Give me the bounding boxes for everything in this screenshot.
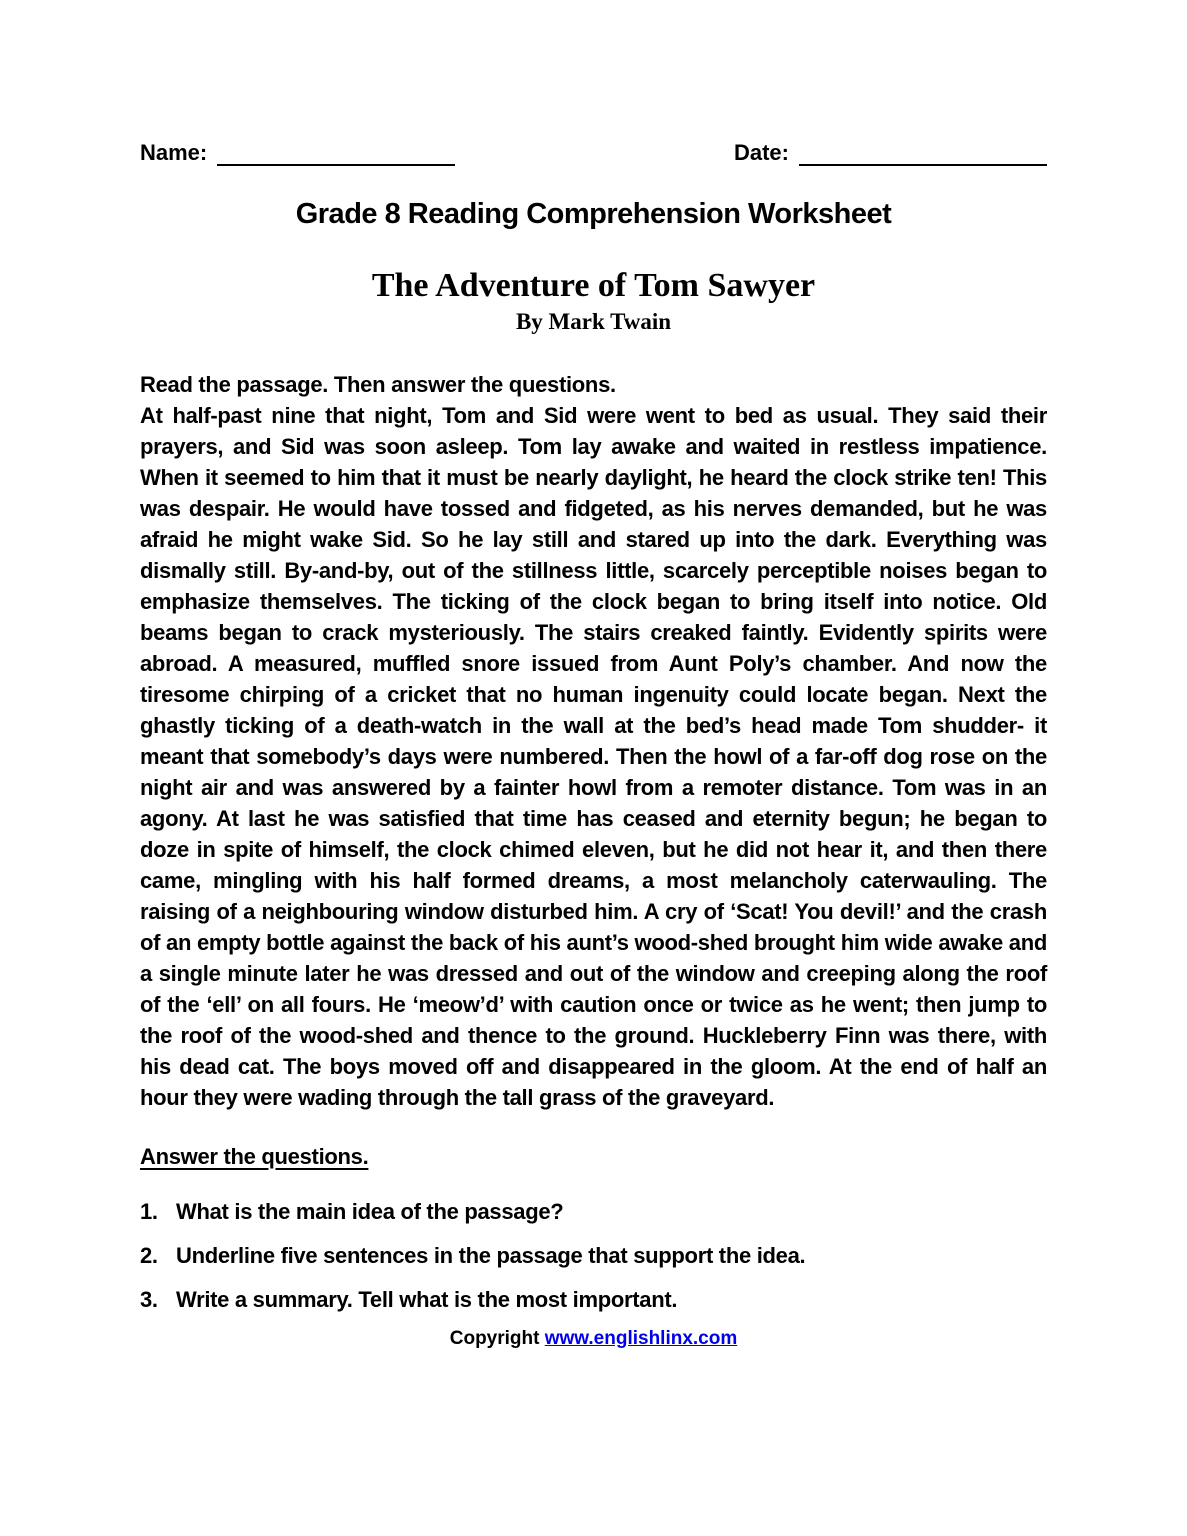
name-field — [140, 140, 455, 166]
answer-questions-heading: Answer the questions. — [140, 1144, 369, 1169]
worksheet-title: Grade 8 Reading Comprehension Worksheet — [295, 198, 892, 230]
copyright-footer — [140, 1328, 1047, 1350]
question-text: Write a summary. Tell what is the most important. — [176, 1287, 678, 1312]
story-author: By Mark Twain — [515, 309, 672, 334]
copyright-link[interactable]: www.englishlinx.com — [544, 1328, 738, 1349]
question-text: Underline five sentences in the passage that support the idea. — [176, 1243, 806, 1268]
question-number: 2. — [140, 1243, 158, 1268]
date-label: Date: — [733, 140, 789, 165]
passage-instructions: Read the passage. Then answer the questions. — [140, 372, 616, 397]
name-blank-line — [217, 144, 455, 166]
question-number: 3. — [140, 1287, 158, 1312]
question-item — [140, 1240, 1047, 1271]
question-list — [140, 1196, 1047, 1315]
question-text: What is the main idea of the passage? — [176, 1199, 564, 1224]
question-item — [140, 1284, 1047, 1315]
name-label: Name: — [140, 140, 208, 165]
story-title: The Adventure of Tom Sawyer — [371, 267, 816, 304]
question-item — [140, 1196, 1047, 1227]
date-field — [734, 140, 1047, 166]
header-row — [140, 140, 1047, 166]
passage-text: At half-past nine that night, Tom and Sid were went to bed as usual. They said their prayers, and Sid was soon asleep. Tom lay awake and waited in restless impatience. When it seemed to him that it must be nearly daylight, he heard the clock strike ten! This was despair. He would have tossed and fidgeted, as his nerves demanded, but he was afraid he might wake Sid. So he lay still and stared up into the dark. Everything was dismally still. By-and-by, out of the stillness little, scarcely perceptible noises began to emphasize themselves. The ticking of the clock began to bring itself into notice. Old beams began to crack mysteriously. The stairs creaked faintly. Evidently spirits were abroad. A measured, muffled snore issued from Aunt Poly’s chamber. And now the tiresome chirping of a cricket that no human ingenuity could locate began. Next the ghastly ticking of a death-watch in the wall at the bed’s head made Tom shudder- it meant that somebody’s days were numbered. Then the howl of a far-off dog rose on the night air and was answered by a fainter howl from a remoter distance. Tom was in an agony. At last he was satisfied that time has ceased and eternity begun; he began to doze in spite of himself, the clock chimed eleven, but he did not hear it, and then there came, mingling with his half formed dreams, a most melancholy caterwauling. The raising of a neighbouring window disturbed him. A cry of ‘Scat! You devil!’ and the crash of an empty bottle against the back of his aunt’s wood-shed brought him wide awake and a single minute later he was dressed and out of the window and creeping along the roof of the ‘ell’ on all fours. He ‘meow’d’ with caution once or twice as he went; then jump to the roof of the wood-shed and thence to the ground. Huckleberry Finn was there, with his dead cat. The boys moved off and disappeared in the gloom. At the end of half an hour they were wading through the tall grass of the graveyard. — [140, 403, 1047, 1110]
date-blank-line — [799, 144, 1047, 166]
copyright-label: Copyright — [449, 1328, 540, 1349]
question-number: 1. — [140, 1199, 158, 1224]
